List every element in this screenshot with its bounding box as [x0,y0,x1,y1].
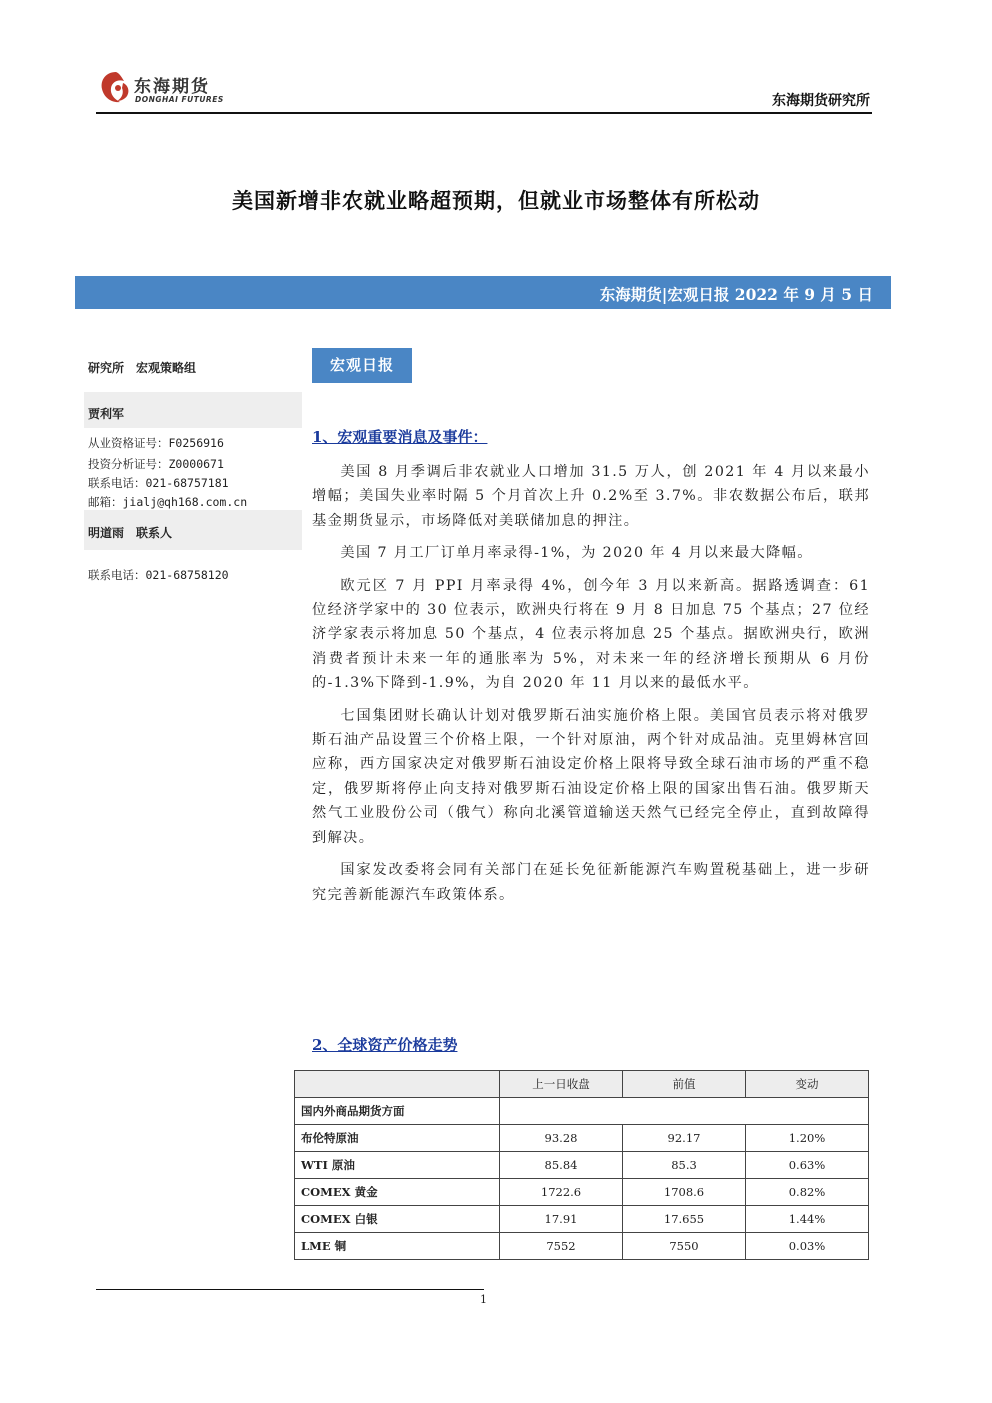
table-cell: 17.91 [500,1206,623,1233]
report-type-tag: 宏观日报 [312,348,412,383]
banner-text: 东海期货|宏观日报 2022 年 9 月 5 日 [599,285,873,304]
table-cell: 0.03% [746,1233,869,1260]
table-header-row [295,1071,869,1098]
table-header [295,1071,500,1098]
analyst-line: 联系电话：021-68757181 [88,476,229,490]
news-body [312,460,870,915]
analyst-name: 贾利军 [88,407,125,421]
section-title-news: 1、宏观重要消息及事件： [312,428,488,446]
table-group-row [295,1098,869,1125]
table-cell [500,1098,869,1125]
news-paragraph: 七国集团财长确认计划对俄罗斯石油实施价格上限。美国官员表示将对俄罗斯石油产品设置三个价格上限，一个针对原油，两个针对成品油。克里姆林宫回应称，西方国家决定对俄罗斯石油设定价格上限将导致全球石油市场的严重不稳定，俄罗斯将停止向支持对俄罗斯石油设定价格上限的国家出售石油。俄罗斯天然气工业股份公司（俄气）称向北溪管道输送天然气已经完全停止，直到故障得到解决。 [312,707,870,846]
table-row [295,1233,869,1260]
analyst-line: 从业资格证号：F0256916 [88,436,224,450]
table-cell: 0.82% [746,1179,869,1206]
table-row [295,1125,869,1152]
table-header: 上一日收盘 [500,1071,623,1098]
table-cell: 85.3 [623,1152,746,1179]
table-header: 前值 [623,1071,746,1098]
table-cell: 7552 [500,1233,623,1260]
page-number: 1 [480,1293,487,1306]
table-cell: WTI 原油 [295,1152,500,1179]
table-cell: 85.84 [500,1152,623,1179]
page-header [96,60,872,112]
news-paragraph: 美国 7 月工厂订单月率录得-1%，为 2020 年 4 月以来最大降幅。 [340,545,813,562]
footer-divider [96,1289,484,1290]
header-divider [96,112,872,114]
logo-en-text: DONGHAI FUTURES [135,95,224,104]
section-title-assets: 2、全球资产价格走势 [312,1036,458,1054]
report-title: 美国新增非农就业略超预期，但就业市场整体有所松动 [232,188,760,213]
table-group-label: 国内外商品期货方面 [295,1098,500,1125]
news-paragraph: 国家发改委将会同有关部门在延长免征新能源汽车购置税基础上，进一步研究完善新能源汽车政策体系。 [312,862,870,903]
news-paragraph: 欧元区 7 月 PPI 月率录得 4%，创今年 3 月以来新高。据路透调查：61 位经济学家中的 30 位表示，欧洲央行将在 9 月 8 日加息 75 个基点；27 位经济学家表示将加息 50 个基点，4 位表示将加息 25 个基点。据欧洲央行，欧洲消费者预计未来一年的通胀率为 5%，对未来一年的经济增长预期从 6 月份的-1.3%下降到-1.9%，为自 2020 年 11 月以来的最低水平。 [312,577,870,692]
table-cell: COMEX 白银 [295,1206,500,1233]
table-row [295,1152,869,1179]
contact-phone: 联系电话：021-68758120 [88,568,229,582]
analyst-line: 投资分析证号：Z0000671 [88,457,224,471]
table-row [295,1206,869,1233]
dragon-logo-icon [96,68,136,108]
report-banner [75,276,891,309]
sidebar-dept: 研究所 宏观策略组 [88,361,197,375]
table-cell: 1722.6 [500,1179,623,1206]
table-cell: LME 铜 [295,1233,500,1260]
asset-price-table [294,1070,869,1260]
table-cell: 7550 [623,1233,746,1260]
institute-name: 东海期货研究所 [772,93,870,109]
contact-header [84,510,302,550]
table-row [295,1179,869,1206]
donghai-logo [96,68,226,112]
table-cell: 1.20% [746,1125,869,1152]
logo-cn-text: 东海期货 [134,77,210,97]
analyst-header [84,392,302,428]
table-cell: 93.28 [500,1125,623,1152]
table-header: 变动 [746,1071,869,1098]
table-cell: 17.655 [623,1206,746,1233]
table-cell: 0.63% [746,1152,869,1179]
table-cell: 92.17 [623,1125,746,1152]
table-cell: COMEX 黄金 [295,1179,500,1206]
table-cell: 1708.6 [623,1179,746,1206]
contact-name: 明道雨 联系人 [88,526,173,540]
analyst-email: 邮箱：jialj@qh168.com.cn [88,495,248,509]
news-paragraph: 美国 8 月季调后非农就业人口增加 31.5 万人，创 2021 年 4 月以来最小增幅；美国失业率时隔 5 个月首次上升 0.2%至 3.7%。非农数据公布后，联邦基金期货显示，市场降低对美联储加息的押注。 [312,464,870,529]
table-cell: 1.44% [746,1206,869,1233]
table-cell: 布伦特原油 [295,1125,500,1152]
